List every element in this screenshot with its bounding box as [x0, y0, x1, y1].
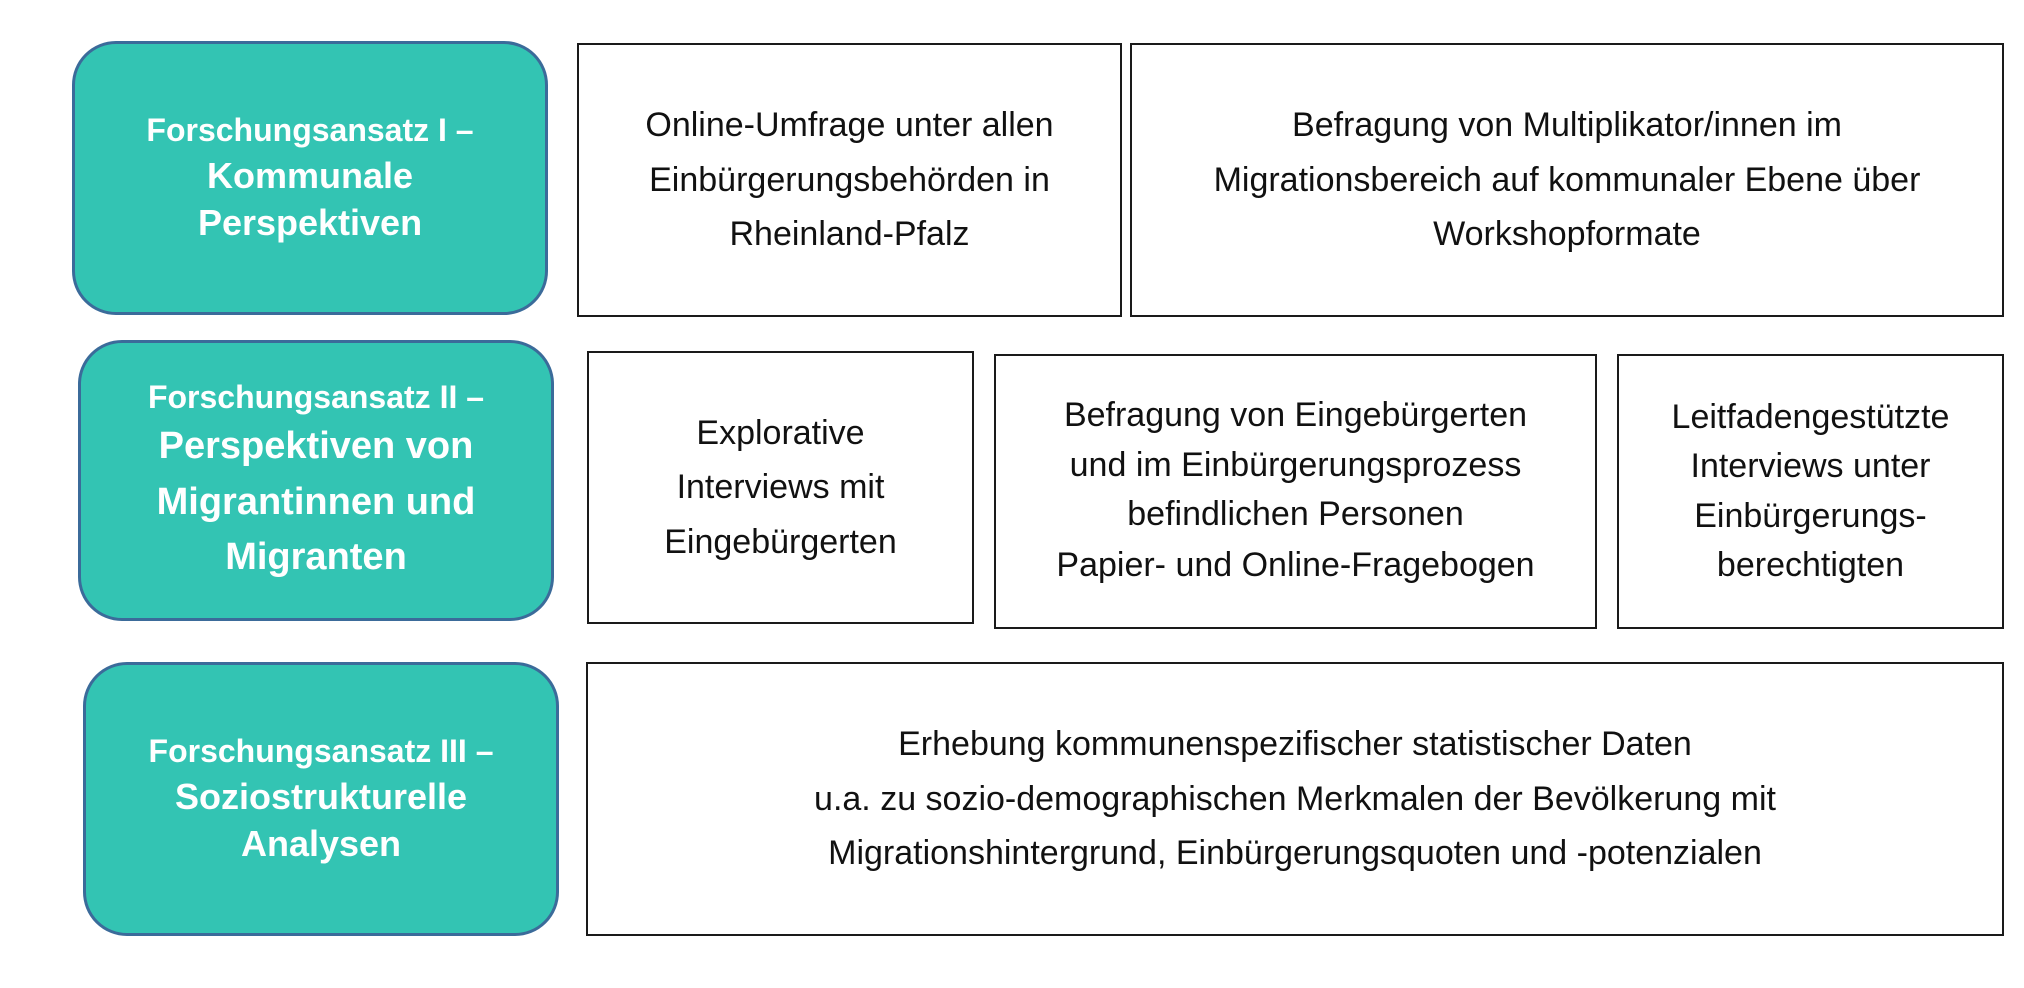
approach-3-line-3: Analysen	[240, 823, 402, 865]
approach-2-line-2: Perspektiven von	[158, 425, 474, 468]
method-5-line-1: Leitfadengestützte	[1671, 397, 1950, 436]
approach-3-line-1: Forschungsansatz III –	[148, 733, 494, 770]
approach-1-line-3: Perspektiven	[197, 202, 423, 244]
method-multiplier-workshops	[1130, 43, 2004, 317]
method-5-line-4: berechtigten	[1716, 545, 1905, 584]
method-5-line-3: Einbürgerungs-	[1694, 496, 1927, 535]
approach-2-line-3: Migrantinnen und	[156, 480, 476, 523]
approach-3-line-2: Soziostrukturelle	[174, 775, 468, 817]
approach-1-line-1: Forschungsansatz I –	[146, 112, 474, 149]
approach-2-line-4: Migranten	[225, 535, 407, 578]
method-1-line-3: Rheinland-Pfalz	[729, 215, 970, 254]
research-approach-1	[72, 41, 548, 315]
method-3-line-3: Eingebürgerten	[664, 522, 897, 561]
method-4-line-1: Befragung von Eingebürgerten	[1063, 396, 1528, 435]
approach-2-line-1: Forschungsansatz II –	[147, 379, 485, 416]
method-4-line-3: befindlichen Personen	[1127, 494, 1464, 533]
method-survey-naturalized-persons	[994, 354, 1597, 629]
method-1-line-1: Online-Umfrage unter allen	[645, 106, 1054, 145]
method-6-line-1: Erhebung kommunenspezifischer statistischer Daten	[898, 725, 1692, 764]
method-4-line-2: und im Einbürgerungsprozess	[1069, 445, 1522, 484]
method-4-line-4: Papier- und Online-Fragebogen	[1056, 546, 1535, 585]
method-6-line-3: Migrationshintergrund, Einbürgerungsquoten und -potenzialen	[828, 834, 1762, 873]
method-2-line-2: Migrationsbereich auf kommunaler Ebene über	[1213, 160, 1921, 199]
method-online-survey-authorities	[577, 43, 1122, 317]
method-3-line-2: Interviews mit	[676, 468, 885, 507]
method-guided-interviews	[1617, 354, 2004, 629]
research-approach-2	[78, 340, 554, 621]
method-explorative-interviews	[587, 351, 974, 624]
method-5-line-2: Interviews unter	[1690, 447, 1931, 486]
research-approach-3	[83, 662, 559, 936]
method-statistical-data-collection	[586, 662, 2004, 936]
method-1-line-2: Einbürgerungsbehörden in	[649, 160, 1050, 199]
method-2-line-1: Befragung von Multiplikator/innen im	[1292, 106, 1842, 145]
method-6-line-2: u.a. zu sozio-demographischen Merkmalen der Bevölkerung mit	[814, 779, 1776, 818]
approach-1-line-2: Kommunale	[206, 154, 414, 196]
method-3-line-1: Explorative	[696, 413, 865, 452]
method-2-line-3: Workshopformate	[1433, 215, 1701, 254]
